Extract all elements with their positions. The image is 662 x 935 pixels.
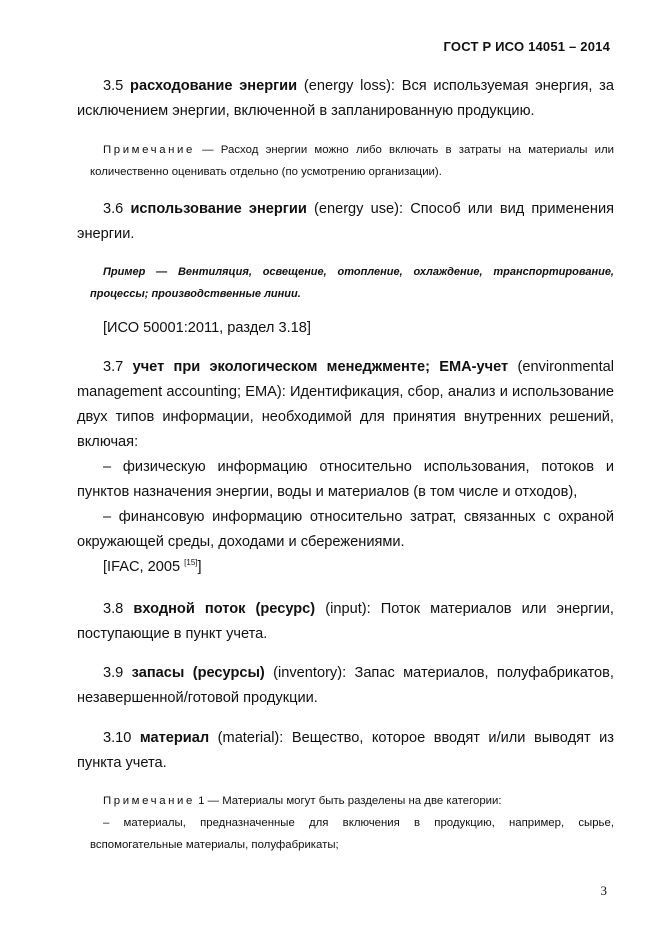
note-3-10: Примечание 1 — Материалы могут быть разделены на две категории: – материалы, предназначенные для включения в продукцию, например, сырье, вспомогательные материалы, полуфабрикаты;	[90, 795, 614, 851]
term-3-10: 3.10 материал (material): Вещество, которое вводят и/или выводят из пункта учета.	[77, 730, 614, 771]
term-3-5-title: расходование энергии	[130, 78, 298, 94]
term-3-10-title: материал	[139, 730, 210, 746]
term-3-6-title: использование энергии	[130, 201, 307, 217]
reference-3-6: [ИСО 50001:2011, раздел 3.18]	[103, 320, 311, 336]
term-3-6: 3.6 использование энергии (energy use): Способ или вид применения энергии.	[77, 201, 614, 242]
example-3-6: Пример — Вентиляция, освещение, отопление, охлаждение, транспортирование, процессы; производственные линии.	[90, 266, 614, 300]
term-3-8-title: входной поток (ресурс)	[133, 601, 316, 617]
term-3-9: 3.9 запасы (ресурсы) (inventory): Запас материалов, полуфабрикатов, незавершенной/готовой продукции.	[77, 665, 614, 706]
note-label: Примечание	[103, 144, 195, 156]
document-header: ГОСТ Р ИСО 14051 – 2014	[443, 39, 610, 54]
term-3-8: 3.8 входной поток (ресурс) (input): Поток материалов или энергии, поступающие в пункт учета.	[77, 601, 614, 642]
term-3-7-title: учет при экологическом менеджменте; ЕМА-учет	[132, 359, 509, 375]
term-3-5-line-2: исключением энергии, включенной в запланированную продукцию.	[77, 103, 535, 119]
term-3-9-title: запасы (ресурсы)	[131, 665, 265, 681]
page-number: 3	[600, 883, 607, 898]
term-3-5	[77, 74, 614, 124]
bullet-physical-info: – физическую информацию относительно использования, потоков и	[103, 459, 614, 475]
bullet-financial-info: – финансовую информацию относительно затрат, связанных с охраной	[103, 509, 614, 525]
reference-3-7: [IFAC, 2005 [15]]	[103, 558, 202, 575]
term-3-5-line-1: 3.5 расходование энергии (energy loss): Вся используемая энергия, за	[103, 78, 614, 94]
term-3-7: 3.7 учет при экологическом менеджменте; ЕМА-учет (environmental management accounting; EMA): Идентификация, сбор, анализ и использование двух типов информации, необходимой для принятия внутренних решений, включая: – физическую информацию относительно использования, потоков и пунктов назначения энергии, воды и материалов (в том числе и отходов), – финансовую информацию относительно затрат, связанных с охраной окружающей среды, доходами и сбережениями. [IFAC, 2005 [15]]	[90, 355, 614, 580]
note-3-5: Примечание — Расход энергии можно либо включать в затраты на материалы или количественно оценивать отдельно (по усмотрению организации).	[90, 144, 615, 178]
